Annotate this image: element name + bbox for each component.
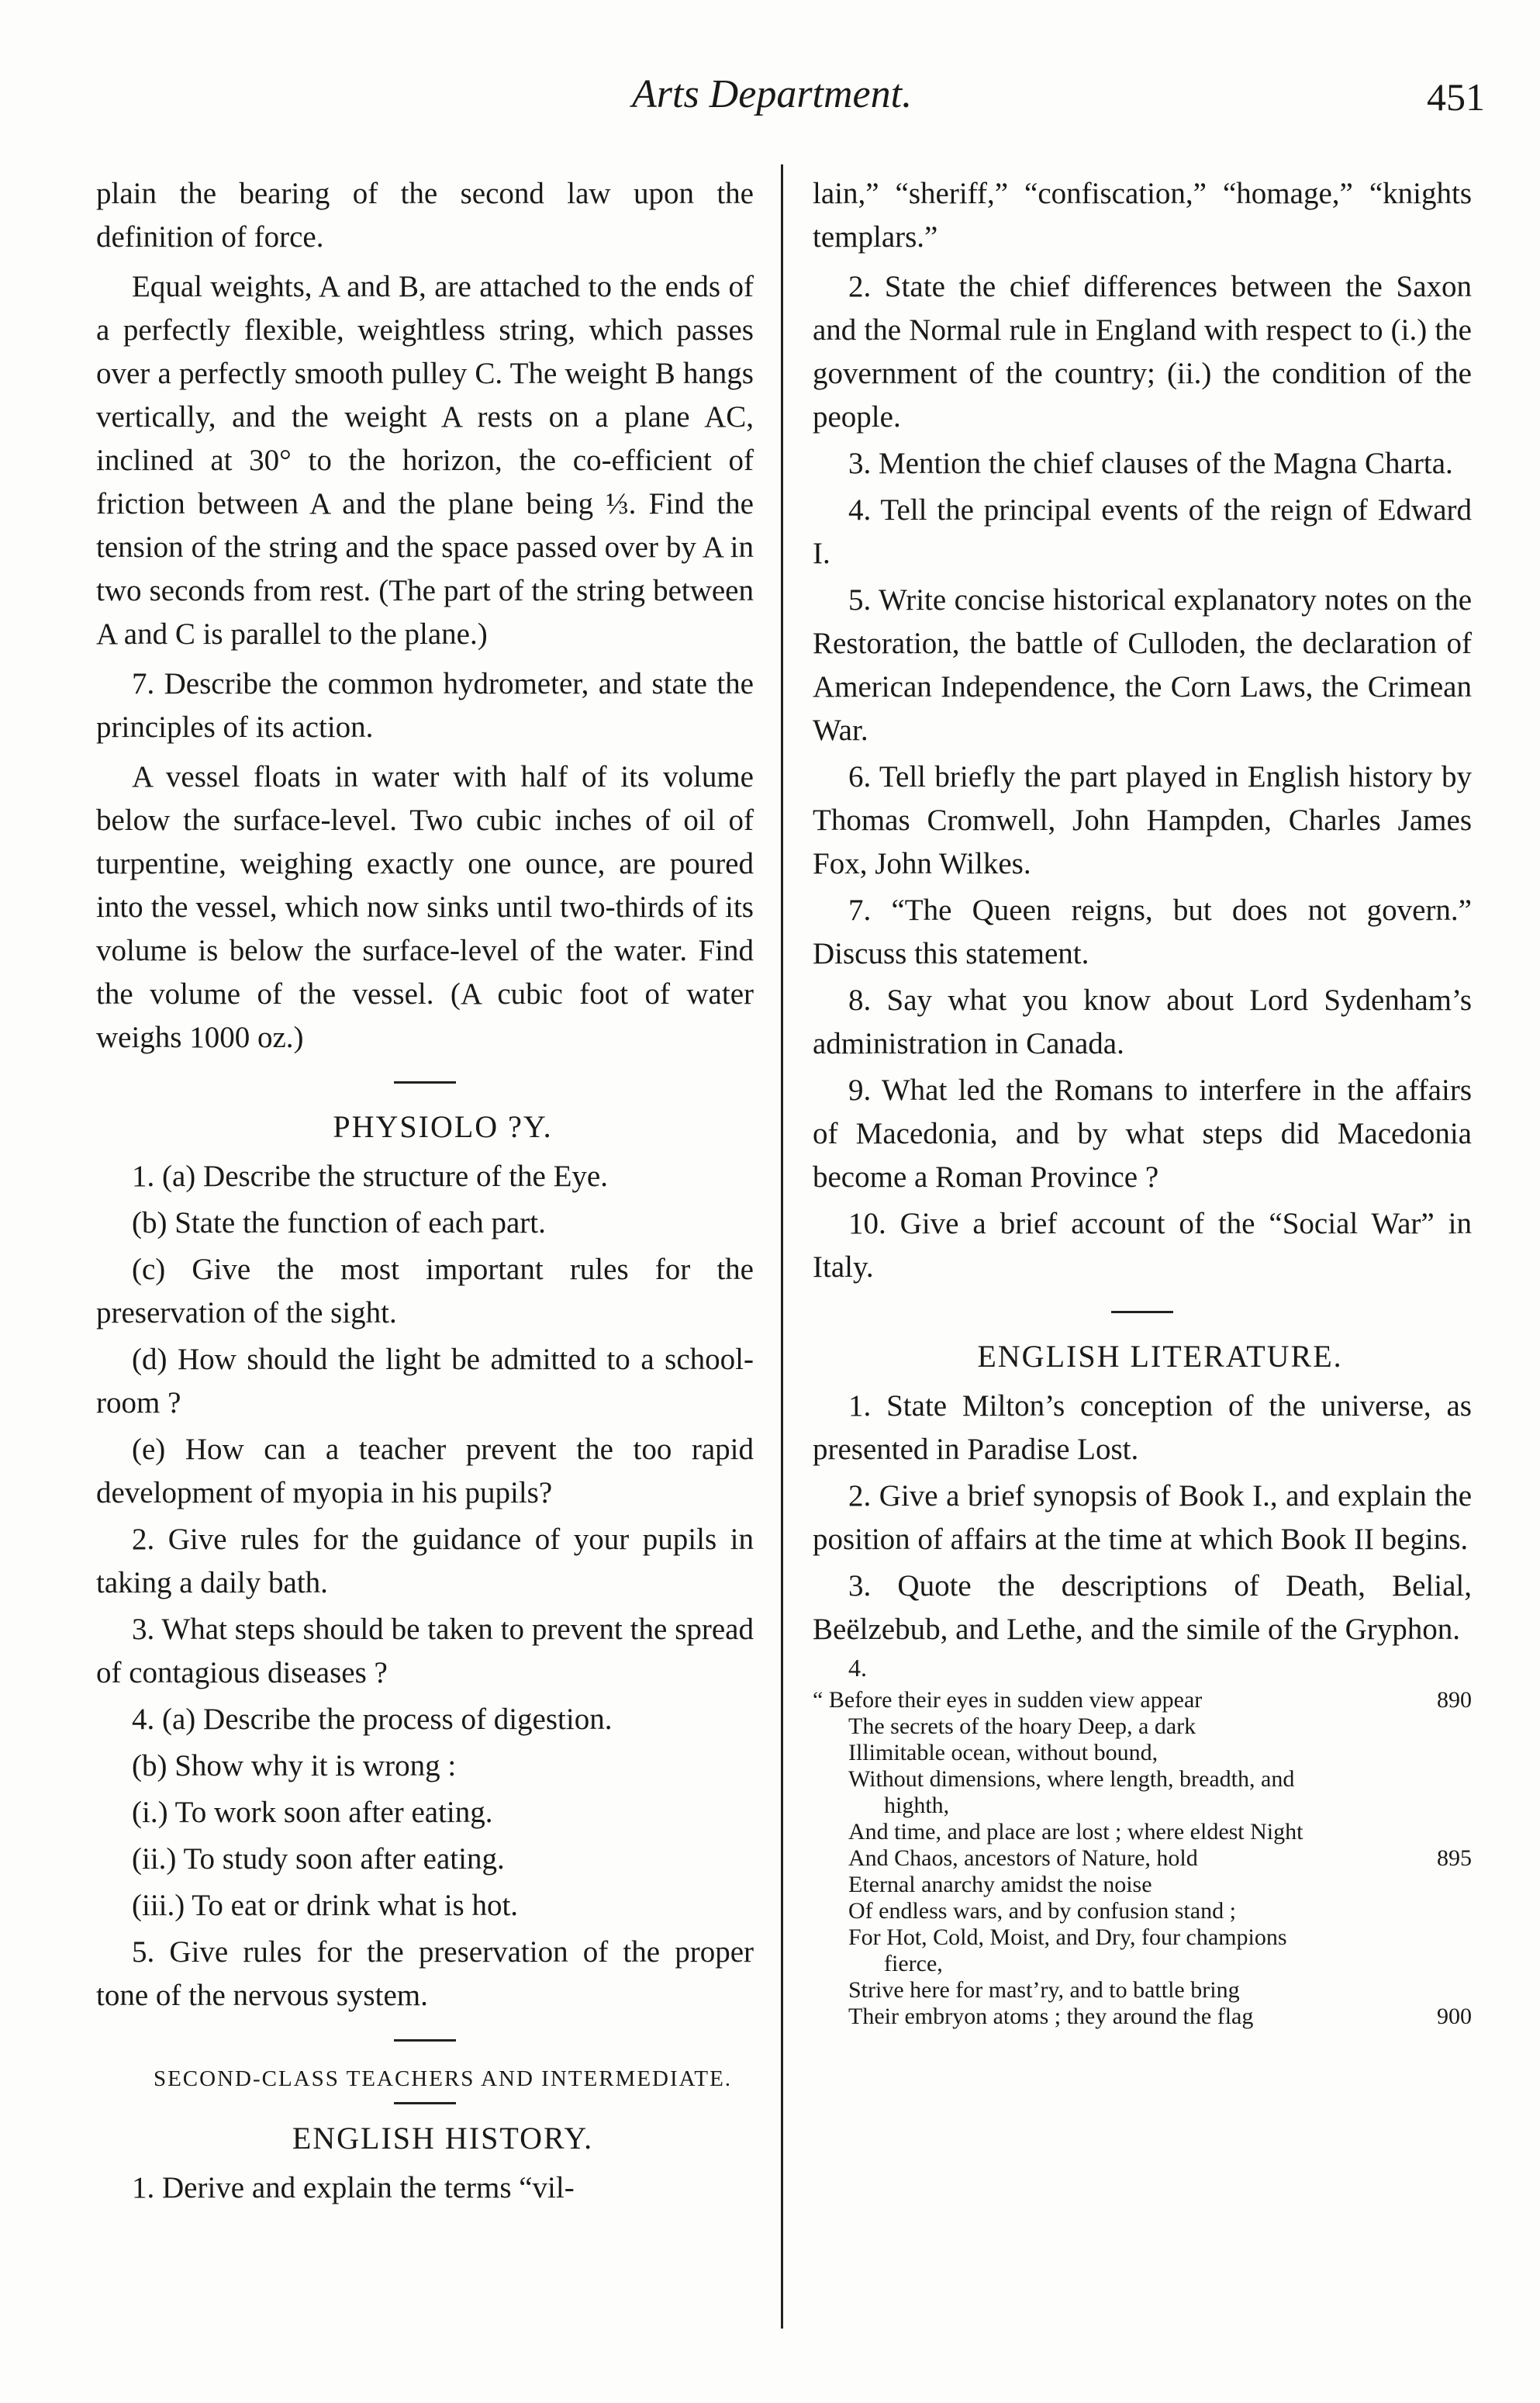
- line-number: 895: [1437, 1845, 1472, 1871]
- section-rule: [394, 2039, 456, 2042]
- left-column: [96, 172, 754, 2216]
- poem-line: [813, 1898, 1472, 1924]
- paragraph: 7. Describe the common hydrometer, and state the principles of its action.: [96, 667, 754, 744]
- question-item: (d) How should the light be admitted to a school-room ?: [96, 1343, 754, 1419]
- section-heading-physiology: PHYSIOLO ?Y.: [333, 1109, 553, 1144]
- question-item: 8. Say what you know about Lord Sydenham’s administration in Canada.: [813, 984, 1472, 1060]
- question-item: (iii.) To eat or drink what is hot.: [132, 1889, 519, 1922]
- poem-line-text: fierce,: [884, 1951, 943, 1976]
- poem-line: [813, 1845, 1472, 1872]
- poem-line-text: The secrets of the hoary Deep, a dark: [848, 1713, 1196, 1739]
- poem-line: [813, 1713, 1472, 1740]
- question-item: 2. Give a brief synopsis of Book I., and explain the position of affairs at the time at which Book II begins.: [813, 1479, 1472, 1556]
- question-item: 5. Write concise historical explanatory notes on the Restoration, the battle of Culloden, the declaration of American Independence, the Corn Laws, the Crimean War.: [813, 583, 1472, 747]
- paragraph: plain the bearing of the second law upon the definition of force.: [96, 177, 754, 254]
- question-item: (b) Show why it is wrong :: [132, 1749, 457, 1782]
- question-item: 3. What steps should be taken to prevent the spread of contagious diseases ?: [96, 1613, 754, 1689]
- poem-line: [813, 1924, 1472, 1951]
- page-number: 451: [1427, 75, 1485, 119]
- poem-line-text: And time, and place are lost ; where eldest Night: [848, 1819, 1303, 1845]
- line-number: 890: [1437, 1687, 1472, 1713]
- poem-line-text: And Chaos, ancestors of Nature, hold: [848, 1845, 1198, 1871]
- right-column: [813, 172, 1472, 2030]
- question-item: (ii.) To study soon after eating.: [132, 1842, 505, 1876]
- question-item: 1. (a) Describe the structure of the Eye.: [132, 1160, 608, 1193]
- poem-line: [813, 1766, 1472, 1793]
- question-item: (b) State the function of each part.: [132, 1206, 546, 1240]
- poem-line: [813, 1872, 1472, 1898]
- poem-line: [813, 1951, 1472, 1977]
- paragraph: A vessel floats in water with half of its volume below the surface-level. Two cubic inches of oil of turpentine, weighing exactly one ounce, are poured into the vessel, which now sinks until two-thirds of its volume is below the surface-level of the water. Find the volume of the vessel. (A cubic foot of water weighs 1000 oz.): [96, 760, 754, 1054]
- paragraph: Equal weights, A and B, are attached to the ends of a perfectly flexible, weightless string, which passes over a perfectly smooth pulley C. The weight B hangs vertically, and the weight A rests on a plane AC, inclined at 30° to the horizon, the co-efficient of friction between A and the plane being ⅓. Find the tension of the string and the space passed over by A in two seconds from rest. (The part of the string between A and C is parallel to the plane.): [96, 270, 754, 651]
- poem-line: [813, 1793, 1472, 1819]
- section-subheading: SECOND-CLASS TEACHERS AND INTERMEDIATE.: [153, 2066, 733, 2091]
- section-heading-english-history: ENGLISH HISTORY.: [292, 2121, 594, 2156]
- question-item: (i.) To work soon after eating.: [132, 1796, 493, 1829]
- section-rule: [394, 2102, 456, 2104]
- poem-line-text: Eternal anarchy amidst the noise: [848, 1872, 1152, 1897]
- question-item: 3. Mention the chief clauses of the Magna Charta.: [848, 447, 1453, 480]
- running-title: Arts Department.: [632, 72, 913, 116]
- poem-line-text: Their embryon atoms ; they around the flag: [848, 2004, 1254, 2029]
- question-item: 4. Tell the principal events of the reign of Edward I.: [813, 493, 1472, 570]
- poem-line: [813, 1819, 1472, 1845]
- question-item: 4. (a) Describe the process of digestion.: [132, 1703, 613, 1736]
- paragraph: lain,” “sheriff,” “confiscation,” “homage,” “knights templars.”: [813, 177, 1472, 254]
- literature-questions: [813, 1385, 1472, 1651]
- history-questions: [813, 265, 1472, 1289]
- question-item: 9. What led the Romans to interfere in the affairs of Macedonia, and by what steps did Macedonia become a Roman Province ?: [813, 1074, 1472, 1194]
- poem-line: [813, 1977, 1472, 2004]
- question-item: 3. Quote the descriptions of Death, Belial, Beëlzebub, and Lethe, and the simile of the Gryphon.: [813, 1569, 1472, 1646]
- section-rule: [394, 1081, 456, 1084]
- poem-line-text: Of endless wars, and by confusion stand ;: [848, 1898, 1236, 1924]
- section-heading-english-literature: ENGLISH LITERATURE.: [977, 1339, 1343, 1374]
- line-number: 900: [1437, 2004, 1472, 2029]
- question-item: (e) How can a teacher prevent the too rapid development of myopia in his pupils?: [96, 1433, 754, 1509]
- question-item: 2. Give rules for the guidance of your pupils in taking a daily bath.: [96, 1523, 754, 1599]
- question-item: 1. State Milton’s conception of the universe, as presented in Paradise Lost.: [813, 1389, 1472, 1466]
- question-item: 6. Tell briefly the part played in English history by Thomas Cromwell, John Hampden, Charles James Fox, John Wilkes.: [813, 760, 1472, 880]
- poem-line: [813, 2004, 1472, 2030]
- poem-line-text: Illimitable ocean, without bound,: [848, 1740, 1158, 1765]
- question-item: 1. Derive and explain the terms “vil-: [132, 2171, 575, 2204]
- poem-excerpt: [813, 1687, 1472, 2030]
- section-rule: [1111, 1311, 1173, 1313]
- question-item: (c) Give the most important rules for the preservation of the sight.: [96, 1253, 754, 1329]
- poem-line-text: “ Before their eyes in sudden view appear: [813, 1687, 1203, 1713]
- physiology-questions: [96, 1155, 754, 2017]
- poem-line-text: Strive here for mast’ry, and to battle bring: [848, 1977, 1240, 2003]
- question-item: 7. “The Queen reigns, but does not govern.” Discuss this statement.: [813, 894, 1472, 970]
- question-item: 10. Give a brief account of the “Social War” in Italy.: [813, 1207, 1472, 1284]
- poem-line-text: Without dimensions, where length, breadth, and: [848, 1766, 1295, 1792]
- poem-line-text: For Hot, Cold, Moist, and Dry, four champions: [848, 1924, 1287, 1950]
- poem-line: [813, 1687, 1472, 1713]
- page-header: [0, 71, 1540, 133]
- question-item: 2. State the chief differences between the Saxon and the Normal rule in England with respect to (i.) the government of the country; (ii.) the condition of the people.: [813, 270, 1472, 434]
- question-item: 5. Give rules for the preservation of the proper tone of the nervous system.: [96, 1935, 754, 2012]
- poem-line-text: highth,: [884, 1793, 950, 1818]
- question-number: 4.: [848, 1654, 867, 1682]
- column-divider: [781, 164, 783, 2329]
- poem-line: [813, 1740, 1472, 1766]
